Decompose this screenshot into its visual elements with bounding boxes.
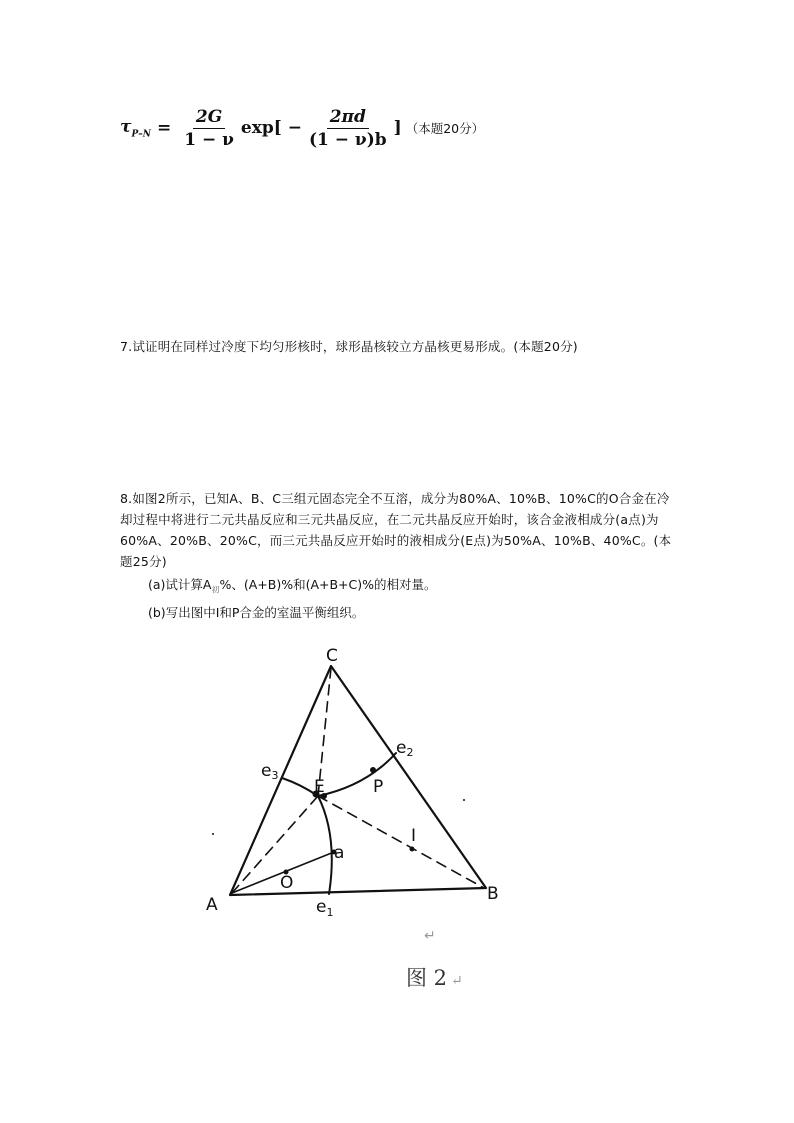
ternary-diagram xyxy=(196,636,526,916)
figure-caption: 图 2 ↵ xyxy=(406,966,463,990)
label-o: O xyxy=(280,873,294,893)
label-e3: e3 xyxy=(261,761,279,782)
formula xyxy=(120,100,484,156)
question-8a: (a)试计算$A_初\%$、(A+B)%和(A+B+C)%的相对量。 xyxy=(148,577,437,595)
formula-lhs: $\tau_{P-N}$ xyxy=(120,116,151,140)
formula-fraction-1: $\frac{2G}{1 - \nu}$ xyxy=(184,106,234,150)
formula-note: （本题20分） xyxy=(405,121,485,136)
dashed-line-e-b xyxy=(318,796,484,888)
formula-eq: = xyxy=(156,118,172,138)
label-i: I xyxy=(411,826,417,846)
label-p: P xyxy=(373,777,384,797)
label-e2: e2 xyxy=(396,738,414,759)
point-p-marker xyxy=(370,767,376,773)
label-c: C xyxy=(326,646,338,666)
question-8b: (b)写出图中I和P合金的室温平衡组织。 xyxy=(148,605,365,620)
dashed-line-a-e xyxy=(232,796,318,893)
label-point-a: a xyxy=(334,843,345,863)
point-i-marker xyxy=(410,847,415,852)
label-e1: $e_1$ xyxy=(316,897,334,916)
curve-e-e1 xyxy=(318,796,332,894)
formula-fraction-2: $\frac{2\pi d}{(1 - \nu)b}$ xyxy=(308,106,387,150)
question-7: 7.试证明在同样过冷度下均匀形核时，球形晶核较立方晶核更易形成。(本题20分) xyxy=(120,339,578,354)
label-a: A xyxy=(206,895,218,915)
label-e: E xyxy=(314,777,325,797)
label-b: B xyxy=(487,884,499,904)
formula-exp: exp[ − xyxy=(240,118,302,138)
curve-e2-e xyxy=(318,753,396,796)
return-mark: ↵ xyxy=(424,928,436,944)
question-8: 8.如图2所示，已知A、B、C三组元固态完全不互溶，成分为80%A、10%B、10%C的O合金在冷却过程中将进行二元共晶反应和三元共晶反应，在二元共晶反应开始时，该合金液相成分(a点)为60%A、20%B、20%C，而三元共晶反应开始时的液相成分(E点)为50%A、10%B、40%C。(本题25分) xyxy=(120,491,672,569)
formula-close: ] xyxy=(393,118,402,138)
dot-specks xyxy=(463,799,465,801)
